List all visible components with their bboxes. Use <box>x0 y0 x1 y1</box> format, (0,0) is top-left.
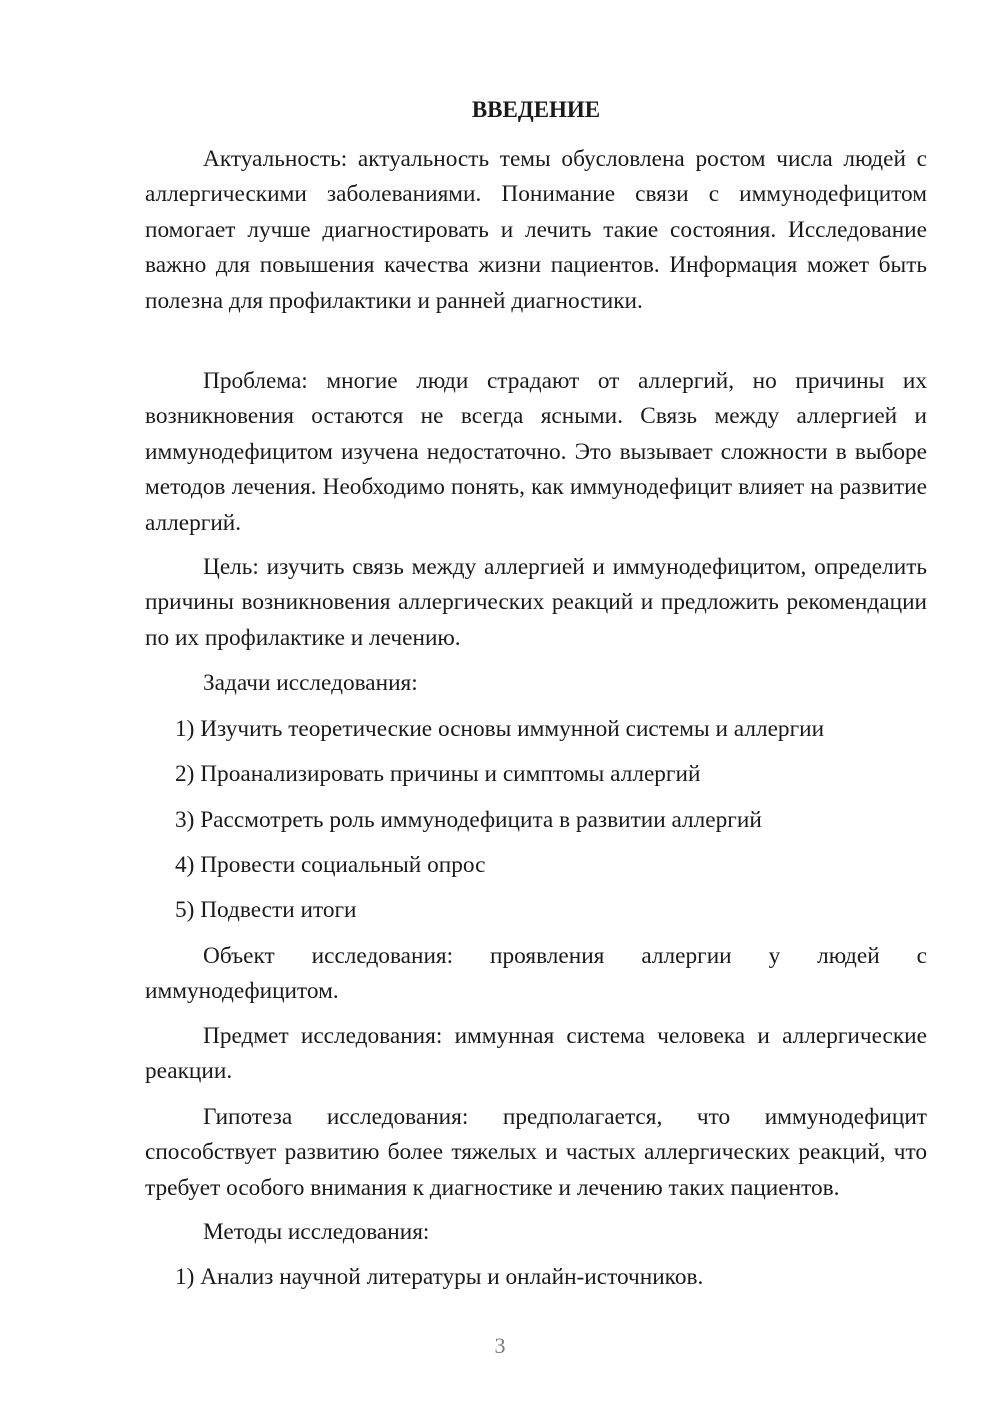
task-item: 2) Проанализировать причины и симптомы аллергий <box>175 761 701 787</box>
methods-heading: Методы исследования: <box>203 1219 430 1245</box>
task-item: 3) Рассмотреть роль иммунодефицита в развитии аллергий <box>175 807 762 833</box>
goal-paragraph: Цель: изучить связь между аллергией и иммунодефицитом, определить причины возникновения аллергических реакций и предложить рекомендации по их профилактике и лечению. <box>145 554 927 651</box>
task-item: 5) Подвести итоги <box>175 897 357 923</box>
method-item: 1) Анализ научной литературы и онлайн-источников. <box>175 1264 704 1290</box>
tasks-heading: Задачи исследования: <box>203 670 418 696</box>
problem-paragraph: Проблема: многие люди страдают от аллергий, но причины их возникновения остаются не всегда ясными. Связь между аллергией и иммунодефицитом изучена недостаточно. Это вызывает сложности в выборе методов лечения. Необходимо понять, как иммунодефицит влияет на развитие аллергий. <box>145 368 927 536</box>
relevance-paragraph: Актуальность: актуальность темы обусловлена ростом числа людей с аллергическими заболеваниями. Понимание связи с иммунодефицитом помогает лучше диагностировать и лечить такие состояния. Исследование важно для повышения качества жизни пациентов. Информация может быть полезна для профилактики и ранней диагностики. <box>145 146 927 314</box>
object-paragraph: Объект исследования: проявления аллергии у людей с иммунодефицитом. <box>145 943 927 1005</box>
page-number: 3 <box>494 1333 506 1358</box>
task-item: 1) Изучить теоретические основы иммунной системы и аллергии <box>175 716 825 742</box>
subject-paragraph: Предмет исследования: иммунная система человека и аллергические реакции. <box>145 1023 927 1085</box>
task-item: 4) Провести социальный опрос <box>175 852 486 878</box>
section-heading: ВВЕДЕНИЕ <box>471 97 601 122</box>
hypothesis-paragraph: Гипотеза исследования: предполагается, что иммунодефицит способствует развитию более тяжелых и частых аллергических реакций, что требует особого внимания к диагностике и лечению таких пациентов. <box>145 1104 927 1201</box>
